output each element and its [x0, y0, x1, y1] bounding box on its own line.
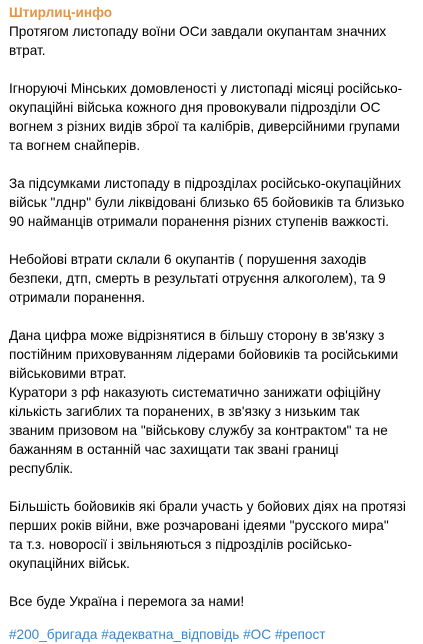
ukraine-flag-icon — [246, 595, 261, 607]
message-paragraph-3: За підсумками листопаду в підрозділах російсько-окупаційних військ "лднр" були ліквідовані близько 65 бойовиків та близько 90 найманців отримали поранення різних ступенів важкості. — [9, 176, 405, 229]
paragraph-gap — [9, 60, 413, 79]
hashtag-adequate-response[interactable]: #адекватна_відповідь — [101, 626, 240, 642]
paragraph-gap — [9, 155, 413, 174]
hashtag-os[interactable]: #ОС — [243, 626, 272, 642]
message-paragraph-1: Протягом листопаду воїни ОСи завдали окупантам значних втрат. — [9, 24, 387, 58]
paragraph-gap — [9, 231, 413, 250]
closing-line — [9, 592, 413, 611]
closing-text: Все буде Україна і перемога за нами! — [9, 594, 245, 609]
hashtag-line — [9, 625, 413, 644]
message-paragraph-6: Більшість бойовиків які брали участь у бойових діях на протязі перших років війни, вже розчаровані ідеями "русского мира" та т.з. новоросії і звільняються з підрозділів російсько- окупаційних військ. — [9, 499, 406, 571]
channel-name[interactable]: Штирлиц-инфо — [9, 5, 113, 20]
message-paragraph-5: Дана цифра може відрізнятися в більшу сторону в зв'язку з постійним приховуванням лідерами бойовиків та російськими військовими втрат. Куратори з рф наказують систематично занижати офіційну кількість загиблих та поранених, в зв'язку з низьким так званим призовом на "військову службу за контрактом" та не бажанням в останній час захищати так звані границі республік. — [9, 328, 399, 476]
hashtag-200-brigade[interactable]: #200_бригада — [9, 626, 98, 642]
paragraph-gap — [9, 573, 413, 592]
paragraph-gap — [9, 478, 413, 497]
paragraph-gap — [9, 307, 413, 326]
hashtag-repost[interactable]: #репост — [274, 626, 326, 642]
message-paragraph-2: Ігноруючі Мінських домовленості у листопаді місяці російсько- окупаційні війська кожного дня провокували підрозділи ОС вогнем з різних видів зброї та калібрів, диверсійними групами та вогнем снайперів. — [9, 81, 403, 153]
message-paragraph-4: Небойові втрати склали 6 окупантів ( порушення заходів безпеки, дтп, смерть в результаті отруєння алкоголем), та 9 отримали поранення. — [9, 252, 386, 305]
